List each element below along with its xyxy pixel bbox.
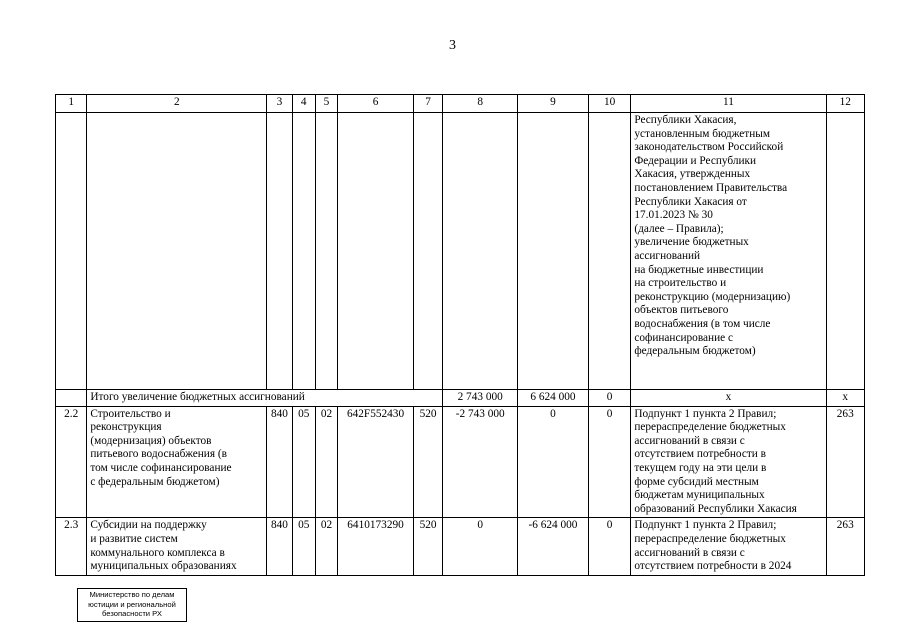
total-col9: 6 624 000 [518,390,589,407]
row-col3: 840 [267,406,292,518]
header-cell: 3 [267,95,292,113]
rationale-cell: Республики Хакасия, установленным бюджетным законодательством Российской Федерации и Республики Хакасия, утвержденных постановлением Правительства Республики Хакасия от 17.01.2023 № 30 (далее – Правила); увеличение бюджетных ассигнований на бюджетные инвестиции на строительство и реконструкцию (модернизацию) объектов питьевого водоснабжения (в том числе софинансирование с федеральным бюджетом) [631,113,826,390]
header-cell: 9 [518,95,589,113]
header-cell: 8 [443,95,518,113]
row-col8: 0 [443,518,518,575]
row-name: Строительство и реконструкция (модернизация) объектов питьевого водоснабжения (в том числе софинансирование с федеральным бюджетом) [87,406,267,518]
header-row [56,95,865,113]
header-cell: 4 [292,95,315,113]
budget-table [55,94,865,576]
row-number: 2.2 [56,406,87,518]
table-row-2-3 [56,518,865,575]
row-col7: 520 [413,406,442,518]
row-col12: 263 [826,406,865,518]
row-col12: 263 [826,518,865,575]
table-row-2-2 [56,406,865,518]
header-cell: 5 [315,95,337,113]
row-col6: 6410173290 [338,518,414,575]
row-col9: -6 624 000 [518,518,589,575]
row-number: 2.3 [56,518,87,575]
ministry-stamp: Министерство по делам юстиции и региональной безопасности РХ [77,588,187,622]
row-col7: 520 [413,518,442,575]
total-col12: х [826,390,865,407]
row-col4: 05 [292,518,315,575]
total-col10: 0 [588,390,630,407]
header-cell: 11 [631,95,826,113]
table-row-continued [56,113,865,390]
table-row-total [56,390,865,407]
row-col11: Подпункт 1 пункта 2 Правил; перераспределение бюджетных ассигнований в связи с отсутствием потребности в 2024 [631,518,826,575]
header-cell: 2 [87,95,267,113]
header-cell: 10 [588,95,630,113]
total-col8: 2 743 000 [443,390,518,407]
total-col11: х [631,390,826,407]
row-col4: 05 [292,406,315,518]
row-col10: 0 [588,406,630,518]
row-col3: 840 [267,518,292,575]
row-col8: -2 743 000 [443,406,518,518]
row-name: Субсидии на поддержку и развитие систем коммунального комплекса в муниципальных образованиях [87,518,267,575]
row-col11: Подпункт 1 пункта 2 Правил; перераспределение бюджетных ассигнований в связи с отсутствием потребности в текущем году на эти цели в форме субсидий местным бюджетам муниципальных образований Республики Хакасия [631,406,826,518]
header-cell: 1 [56,95,87,113]
page-number: 3 [449,38,456,53]
row-col5: 02 [315,518,337,575]
row-col6: 642F552430 [338,406,414,518]
row-col9: 0 [518,406,589,518]
total-label: Итого увеличение бюджетных ассигнований [87,390,443,407]
row-col5: 02 [315,406,337,518]
header-cell: 6 [338,95,414,113]
row-col10: 0 [588,518,630,575]
header-cell: 7 [413,95,442,113]
header-cell: 12 [826,95,865,113]
